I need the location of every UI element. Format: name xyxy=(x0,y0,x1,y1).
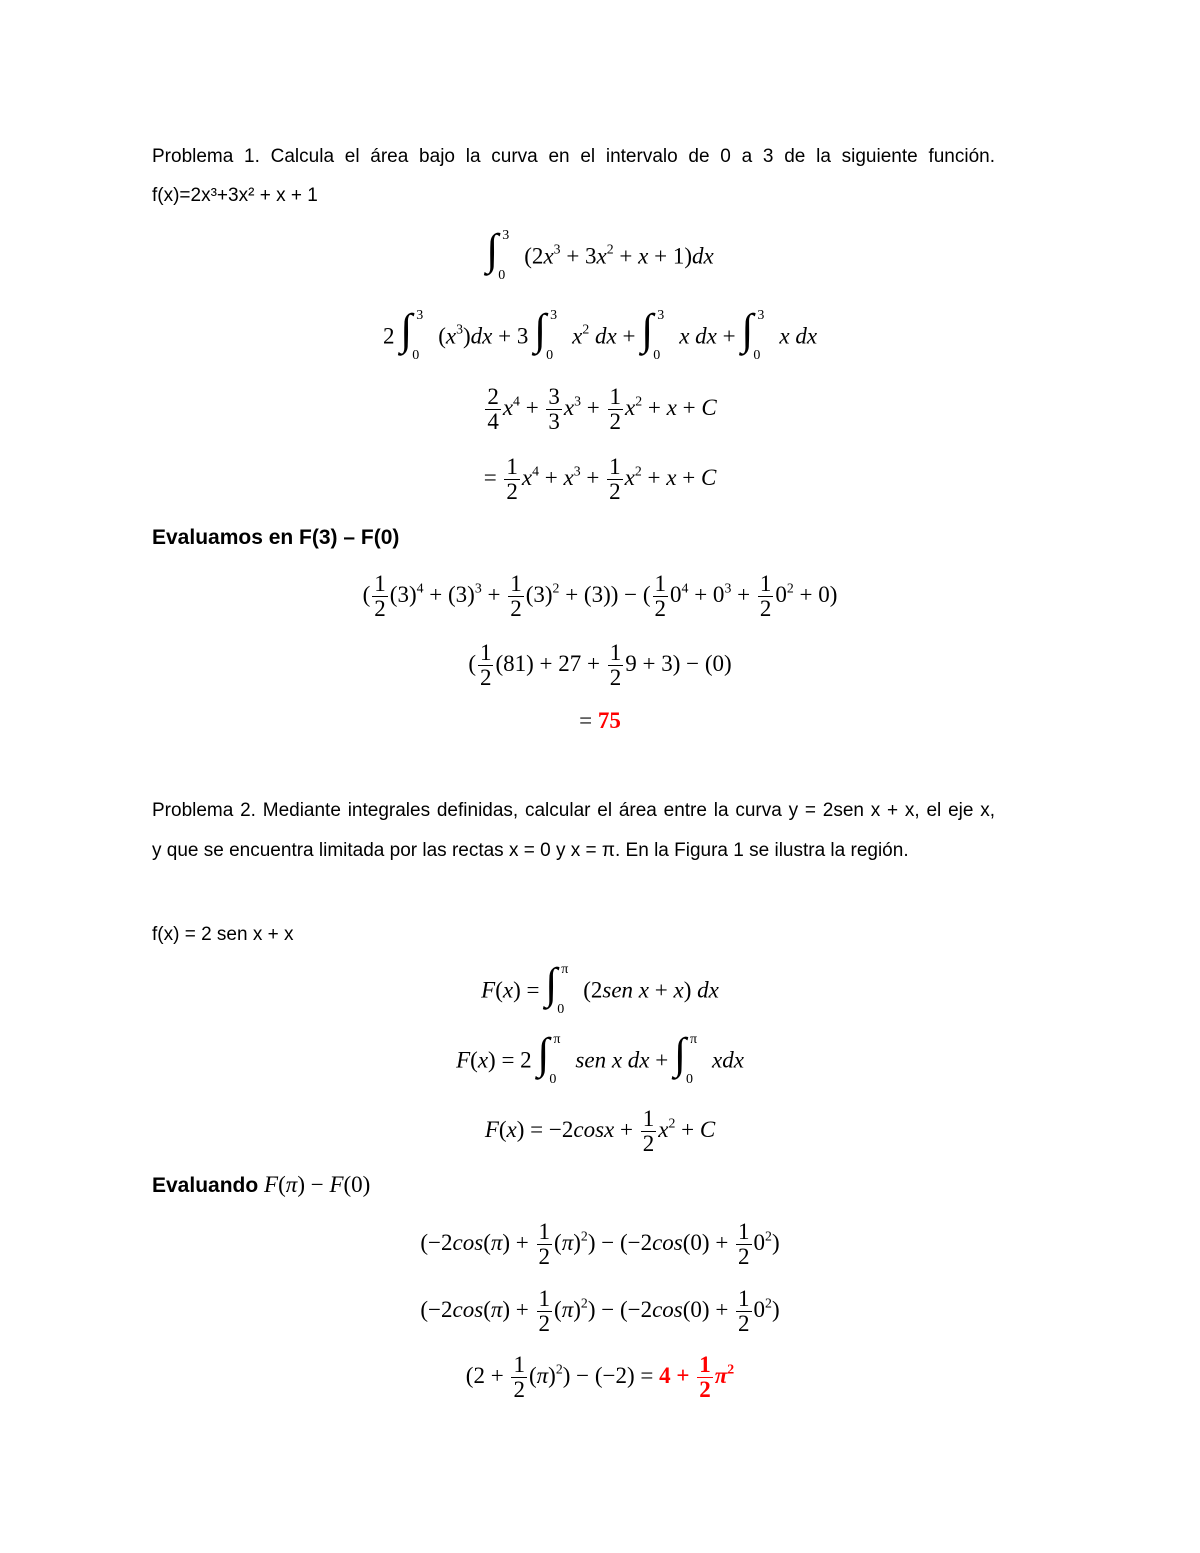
p1-result: = 75 xyxy=(579,708,621,733)
p2-evaluate-heading: Evaluando F(π) − F(0) xyxy=(152,1172,371,1197)
p1-integral-split: 2 ∫ 3 0 $(x^3)dx + 3$ ∫ 3 0 $x^2$ dx + ∫ 3 0 x dx + ∫ 3 0 x dx xyxy=(382,305,818,363)
p1-antiderivative-simplified: = $\frac{1}{2}$ $x^4 + x^3$ + $\frac{1}{2}$ $x^2 + x + C$ xyxy=(483,454,717,505)
p2-result-value: 4 + $\frac{1}{2}$ $\pi^2$ xyxy=(659,1352,735,1403)
problem2-statement-line1: Problema 2. Mediante integrales definidas, calcular el área entre la curva y = 2sen x + x, el eje x, xyxy=(152,800,995,821)
p2-evaluation-substitution: (−2cos(π) + $\frac{1}{2}$ $(\pi)^2) - (-2\cos(0)$ + $\frac{1}{2}$ $0^2$) xyxy=(420,1219,780,1270)
problem1-statement: Problema 1. Calcula el área bajo la curva en el intervalo de 0 a 3 de la siguiente función. xyxy=(152,146,995,167)
p1-evaluation-substitution: ( $\frac{1}{2}$ $(3)^4 + (3)^3$ + $\frac{1}{2}$ $(3)^2 + (3)$) − ( $\frac{1}{2}$ $0^4 + 0^3$ + $\frac{1}{2}$ $0^2 + 0$) xyxy=(362,571,838,622)
p2-integral-split: F(x) = 2 ∫ π 0 sen x dx + ∫ π 0 xdx xyxy=(456,1029,744,1087)
p1-integral-setup: ∫ 3 0 $(2x^3 + 3x^2 + x + 1)dx$ xyxy=(486,225,714,283)
problem2-statement-line2: y que se encuentra limitada por las rectas x = 0 y x = π. En la Figura 1 se ilustra la región. xyxy=(152,840,909,861)
p1-evaluation-simplified: ( $\frac{1}{2}$ (81) + 27 + $\frac{1}{2}$ 9 + 3) − (0) xyxy=(468,640,732,691)
p2-antiderivative: F(x) = −2cosx + $\frac{1}{2}$ $x^2 + C$ xyxy=(484,1106,716,1157)
problem1-function: f(x)=2x³+3x² + x + 1 xyxy=(152,185,318,206)
p1-antiderivative: $\frac{2}{4}$ $x^4$ + $\frac{3}{3}$ $x^3$ + $\frac{1}{2}$ $x^2 + x + C$ xyxy=(487,384,717,435)
p2-evaluation-substitution-repeat: (−2cos(π) + $\frac{1}{2}$ $(\pi)^2) - (-2\cos(0)$ + $\frac{1}{2}$ $0^2$) xyxy=(420,1286,780,1337)
problem2-function: f(x) = 2 sen x + x xyxy=(152,924,294,945)
p2-result-line: (2 + $\frac{1}{2}$ $(\pi)^2) - (-2) = 4$ + $\frac{1}{2}$ $\pi^2$ xyxy=(465,1352,735,1403)
p2-evaluate-label: Evaluando xyxy=(152,1174,259,1197)
p2-integral-setup: F(x) = ∫ π 0 (2sen x + x) dx xyxy=(481,959,719,1017)
p1-result-value: 75 xyxy=(597,708,621,733)
p1-evaluate-heading: Evaluamos en F(3) – F(0) xyxy=(152,526,400,549)
